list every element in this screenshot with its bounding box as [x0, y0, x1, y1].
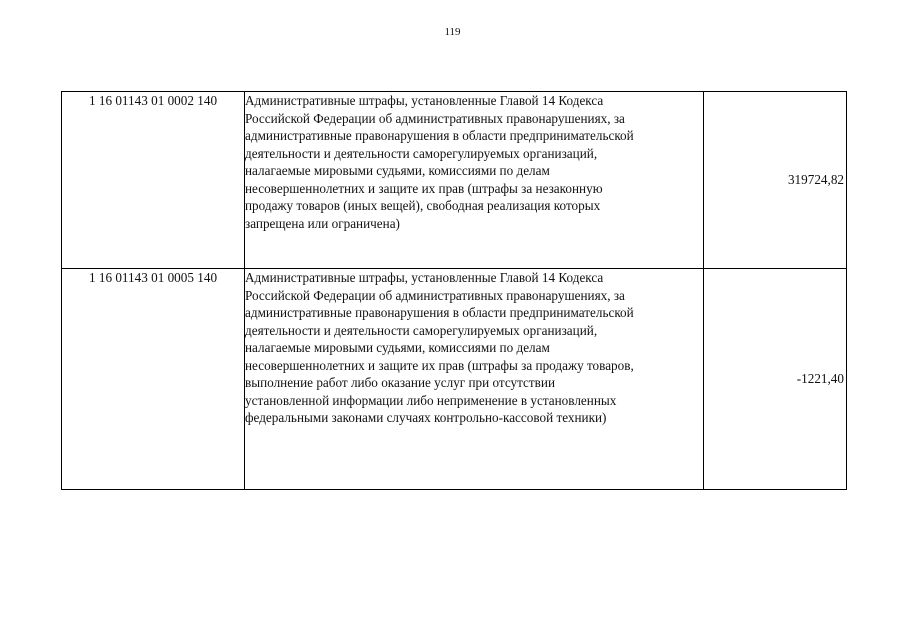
- budget-revenue-table: [61, 91, 847, 490]
- page-number: 119: [444, 26, 461, 38]
- revenue-description: Административные штрафы, установленные Главой 14 Кодекса Российской Федерации об административных правонарушениях, за административные правонарушения в области предпринимательской деятельности и деятельности саморегулируемых организаций, налагаемые мировыми судьями, комиссиями по делам несовершеннолетних и защите их прав (штрафы за незаконную продажу товаров (иных вещей), свободная реализация которых запрещена или ограничена): [245, 92, 704, 269]
- budget-classification-code: 1 16 01143 01 0002 140: [62, 92, 245, 269]
- budget-classification-code: 1 16 01143 01 0005 140: [62, 269, 245, 490]
- revenue-description: Административные штрафы, установленные Главой 14 Кодекса Российской Федерации об административных правонарушениях, за административные правонарушения в области предпринимательской деятельности и деятельности саморегулируемых организаций, налагаемые мировыми судьями, комиссиями по делам несовершеннолетних и защите их прав (штрафы за продажу товаров, выполнение работ либо оказание услуг при отсутствии установленной информации либо неприменение в установленных федеральными законами случаях контрольно-кассовой техники): [245, 269, 704, 490]
- amount-value: 319724,82: [704, 92, 847, 269]
- amount-value: -1221,40: [704, 269, 847, 490]
- table-row: [62, 269, 847, 490]
- table-row: [62, 92, 847, 269]
